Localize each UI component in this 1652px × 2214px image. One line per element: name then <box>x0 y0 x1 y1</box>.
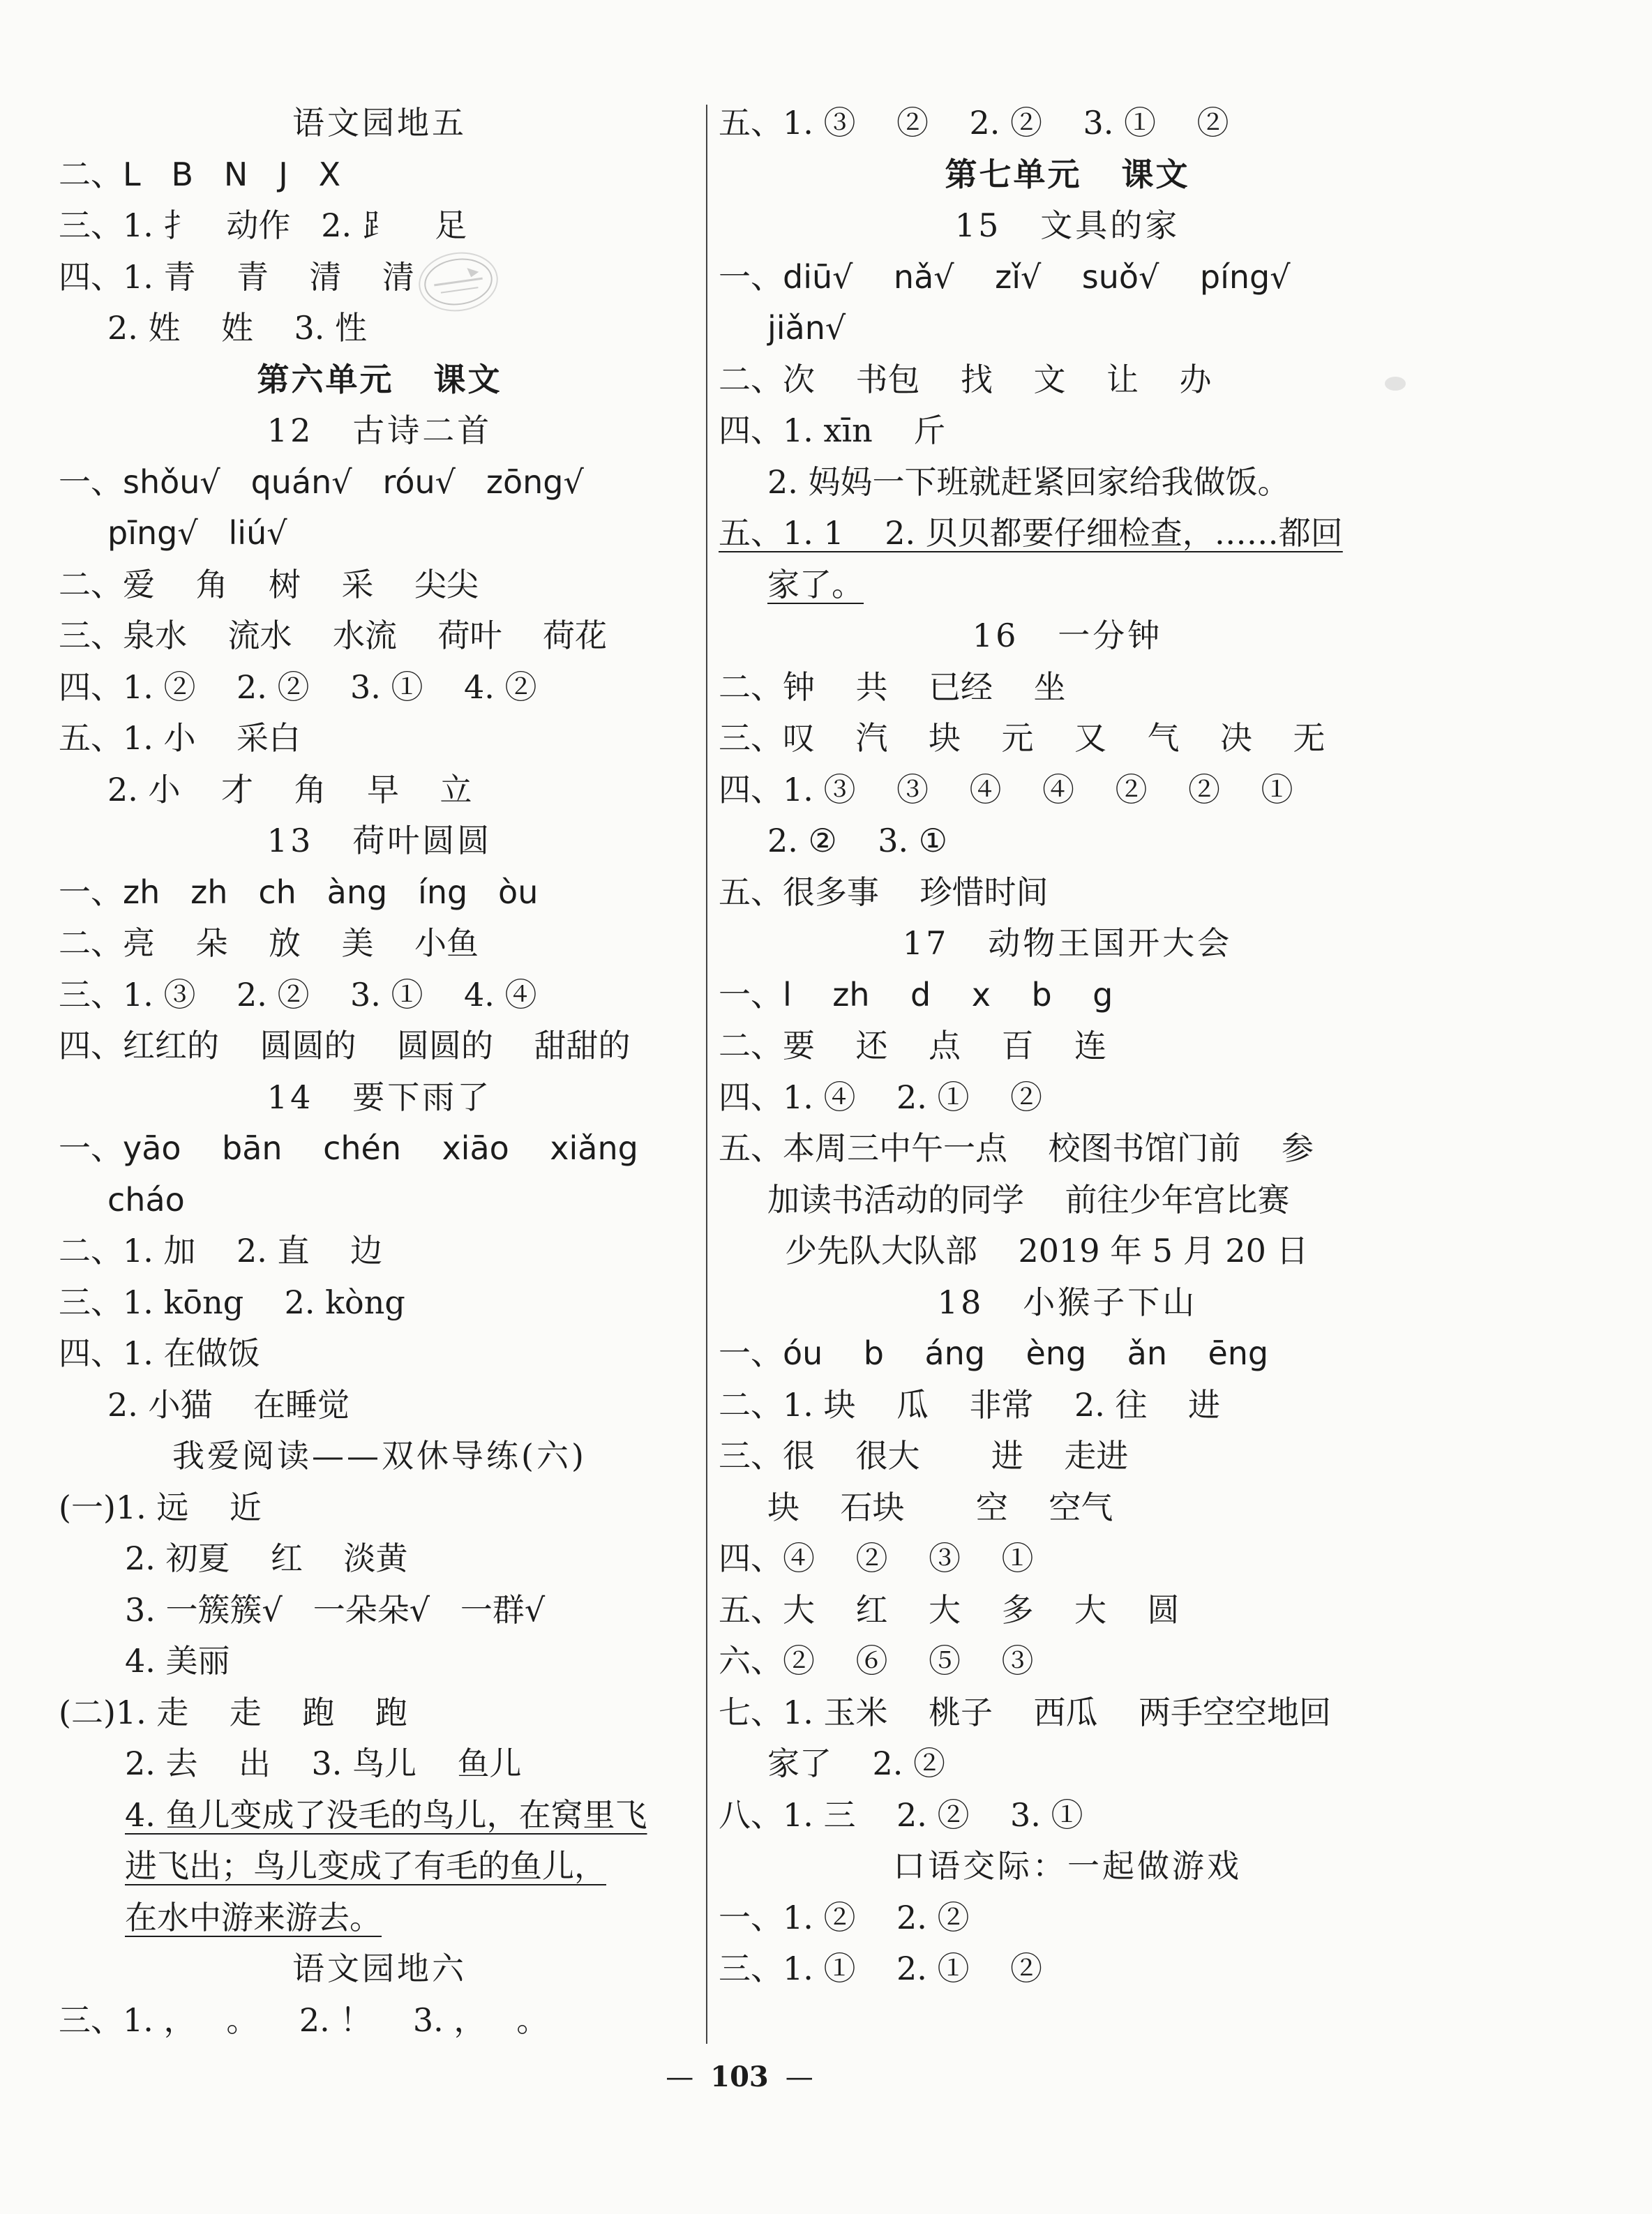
right-line-text: 三、很 很大 进 走进 <box>719 1437 1129 1475</box>
page-dash-right: — <box>785 2061 813 2093</box>
left-line <box>59 1892 700 1944</box>
left-line <box>59 252 700 303</box>
right-line-text: 一、l zh d x b g <box>719 975 1113 1014</box>
right-line <box>719 1533 1416 1585</box>
left-line-text: 一、shǒu√ quán√ róu√ zōng√ <box>59 462 584 501</box>
left-line <box>59 1533 700 1585</box>
right-line <box>719 918 1416 970</box>
right-line <box>719 713 1416 765</box>
smudge-mark <box>1385 377 1406 391</box>
left-line-text: 13 荷叶圆圆 <box>266 822 493 859</box>
right-line <box>719 252 1416 303</box>
left-line <box>59 559 700 611</box>
left-line <box>59 1482 700 1534</box>
left-line <box>59 1585 700 1636</box>
left-column <box>59 98 700 2046</box>
right-line <box>719 508 1416 559</box>
left-line <box>59 1738 700 1790</box>
left-line <box>59 149 700 201</box>
left-line-text: 三、1. ③ 2. ② 3. ① 4. ④ <box>59 975 537 1014</box>
left-line-text: 三、1. 扌 动作 2. ⻊ 足 <box>59 206 467 244</box>
left-line <box>59 1175 700 1226</box>
left-line <box>59 1021 700 1072</box>
right-line <box>719 1482 1416 1534</box>
column-divider <box>706 105 707 2044</box>
left-line-text: 四、1. 在做饭 <box>59 1334 260 1372</box>
left-line-text: 语文园地五 <box>292 104 467 142</box>
right-line <box>719 1892 1416 1944</box>
right-line-text: 六、② ⑥ ⑤ ③ <box>719 1642 1034 1680</box>
left-line <box>59 1636 700 1687</box>
left-line <box>59 713 700 765</box>
right-line-text: 家了。 <box>767 565 864 603</box>
right-line <box>719 98 1416 149</box>
right-line-text: 八、1. 三 2. ② 3. ① <box>719 1795 1083 1834</box>
left-line-text: 2. 小猫 在睡觉 <box>107 1385 350 1424</box>
left-line <box>59 1226 700 1277</box>
left-line <box>59 815 700 867</box>
left-line <box>59 354 700 406</box>
left-line-text: pīng√ liú√ <box>107 514 287 552</box>
left-line-text: 二、L B N J X <box>59 155 341 193</box>
left-line-text: 我爱阅读——双休导练(六) <box>172 1437 587 1475</box>
right-line <box>719 765 1416 816</box>
right-line-text: 二、1. 块 瓜 非常 2. 往 进 <box>719 1385 1220 1424</box>
left-line <box>59 1277 700 1329</box>
right-line <box>719 1738 1416 1790</box>
left-line-text: 4. 鱼儿变成了没毛的鸟儿，在窝里飞 <box>125 1795 647 1834</box>
right-line <box>719 1328 1416 1380</box>
left-line-text: 语文园地六 <box>292 1950 467 1987</box>
right-line-text: 口语交际：一起做游戏 <box>893 1847 1242 1885</box>
left-line-text: 2. 小 才 角 早 立 <box>107 770 472 808</box>
left-line-text: (二)1. 走 走 跑 跑 <box>59 1693 407 1731</box>
right-line-text: 五、1. ③ ② 2. ② 3. ① ② <box>719 104 1229 142</box>
right-line-text: 一、diū√ nǎ√ zǐ√ suǒ√ píng√ <box>719 257 1291 296</box>
right-line <box>719 1123 1416 1175</box>
left-line <box>59 1431 700 1482</box>
left-line-text: cháo <box>107 1180 185 1219</box>
right-line <box>719 1841 1416 1892</box>
right-line-text: 2. 妈妈一下班就赶紧回家给我做饭。 <box>767 462 1290 501</box>
page-number <box>0 2056 1479 2098</box>
left-line-text: 四、红红的 圆圆的 圆圆的 甜甜的 <box>59 1027 631 1064</box>
left-line <box>59 457 700 509</box>
right-line-text: 二、钟 共 已经 坐 <box>719 668 1066 706</box>
right-line-text: 17 动物王国开大会 <box>902 924 1233 962</box>
left-line <box>59 303 700 354</box>
right-line <box>719 1021 1416 1072</box>
right-line <box>719 200 1416 252</box>
page-number-text: 103 <box>710 2061 769 2093</box>
right-line-text: 加读书活动的同学 前往少年宫比赛 <box>767 1180 1290 1219</box>
left-line <box>59 1072 700 1124</box>
left-line-text: 二、亮 朵 放 美 小鱼 <box>59 924 479 962</box>
right-line <box>719 815 1416 867</box>
right-line <box>719 149 1416 201</box>
left-line-text: 一、yāo bān chén xiāo xiǎng <box>59 1129 638 1167</box>
right-line <box>719 1431 1416 1482</box>
right-line <box>719 354 1416 406</box>
left-line <box>59 1995 700 2047</box>
right-line <box>719 303 1416 354</box>
right-line <box>719 610 1416 662</box>
right-line-text: 七、1. 玉米 桃子 西瓜 两手空空地回 <box>719 1693 1331 1731</box>
right-line <box>719 1226 1416 1277</box>
left-line <box>59 200 700 252</box>
left-line-text: 四、1. ② 2. ② 3. ① 4. ② <box>59 668 537 706</box>
left-line <box>59 918 700 970</box>
right-line-text: 16 一分钟 <box>972 617 1163 654</box>
left-line-text: 二、爱 角 树 采 尖尖 <box>59 565 479 603</box>
right-line <box>719 1277 1416 1329</box>
right-line <box>719 1790 1416 1842</box>
left-line <box>59 1380 700 1431</box>
right-line-text: 三、叹 汽 块 元 又 气 决 无 <box>719 719 1326 757</box>
left-line-text: 2. 初夏 红 淡黄 <box>125 1539 408 1577</box>
right-line <box>719 1636 1416 1687</box>
right-line <box>719 1687 1416 1739</box>
right-line-text: 五、很多事 珍惜时间 <box>719 873 1049 911</box>
left-line <box>59 405 700 457</box>
right-line <box>719 867 1416 919</box>
left-line <box>59 1687 700 1739</box>
left-line-text: 五、1. 小 采白 <box>59 719 301 757</box>
left-line <box>59 610 700 662</box>
right-line-text: 家了 2. ② <box>767 1745 945 1782</box>
left-line-text: 4. 美丽 <box>125 1642 230 1680</box>
right-line-text: 四、1. ③ ③ ④ ④ ② ② ① <box>719 770 1293 808</box>
left-line <box>59 1790 700 1842</box>
left-line-text: 14 要下雨了 <box>266 1078 493 1116</box>
right-line-text: 18 小猴子下山 <box>937 1283 1198 1321</box>
left-line-text: 12 古诗二首 <box>266 412 493 449</box>
right-line <box>719 559 1416 611</box>
left-line-text: 2. 姓 姓 3. 性 <box>107 309 367 347</box>
right-line-text: 一、1. ② 2. ② <box>719 1898 970 1936</box>
right-line-text: 2. ② 3. ① <box>767 822 947 859</box>
right-line-text: 二、次 书包 找 文 让 办 <box>719 360 1212 398</box>
left-line-text: 三、1. kōng 2. kòng <box>59 1283 405 1321</box>
right-line-text: 五、大 红 大 多 大 圆 <box>719 1590 1180 1629</box>
right-line <box>719 1072 1416 1124</box>
left-line <box>59 970 700 1021</box>
right-column <box>719 98 1416 1995</box>
right-line-text: jiǎn√ <box>767 309 846 347</box>
left-line-text: 进飞出；鸟儿变成了有毛的鱼儿， <box>125 1847 606 1885</box>
left-line <box>59 1943 700 1995</box>
left-line <box>59 1328 700 1380</box>
left-line-text: 二、1. 加 2. 直 边 <box>59 1232 382 1270</box>
right-line <box>719 457 1416 509</box>
left-line <box>59 1841 700 1892</box>
left-line-text: 一、zh zh ch àng íng òu <box>59 873 539 911</box>
right-line-text: 五、本周三中午一点 校图书馆门前 参 <box>719 1129 1314 1167</box>
right-line-text: 块 石块 空 空气 <box>767 1488 1113 1526</box>
left-line <box>59 508 700 559</box>
left-line-text: 四、1. 青 青 清 清 <box>59 257 414 296</box>
left-line <box>59 98 700 149</box>
right-line-text: 三、1. ① 2. ① ② <box>719 1950 1042 1987</box>
right-line <box>719 1585 1416 1636</box>
left-line <box>59 662 700 714</box>
right-line-text: 第七单元 课文 <box>945 155 1190 193</box>
right-line <box>719 970 1416 1021</box>
left-line-text: 3. 一簇簇√ 一朵朵√ 一群√ <box>125 1590 546 1629</box>
right-line-text: 五、1. 1 2. 贝贝都要仔细检查，……都回 <box>719 514 1343 552</box>
right-line-text: 少先队大队部 2019 年 5 月 20 日 <box>785 1232 1309 1270</box>
left-line-text: 三、泉水 流水 水流 荷叶 荷花 <box>59 617 607 654</box>
left-line-text: 三、1. ， 。 2. ！ 3. ， 。 <box>59 2001 549 2039</box>
right-line-text: 四、1. ④ 2. ① ② <box>719 1078 1042 1116</box>
right-line-text: 15 文具的家 <box>954 206 1180 244</box>
left-line-text: 2. 去 出 3. 鸟儿 鱼儿 <box>125 1745 522 1782</box>
right-line-text: 二、要 还 点 百 连 <box>719 1027 1106 1064</box>
left-line-text: 在水中游来游去。 <box>125 1898 382 1936</box>
left-line-text: (一)1. 远 近 <box>59 1488 262 1526</box>
left-line <box>59 765 700 816</box>
right-line-text: 四、④ ② ③ ① <box>719 1539 1034 1577</box>
left-line-text: 第六单元 课文 <box>257 360 502 398</box>
right-line-text: 一、óu b áng èng ǎn ēng <box>719 1334 1269 1372</box>
right-line-text: 四、1. xīn 斤 <box>719 412 946 449</box>
right-line <box>719 1943 1416 1995</box>
right-line <box>719 1175 1416 1226</box>
page-dash-left: — <box>666 2061 694 2093</box>
right-line <box>719 1380 1416 1431</box>
left-line <box>59 867 700 919</box>
left-line <box>59 1123 700 1175</box>
right-line <box>719 405 1416 457</box>
right-line <box>719 662 1416 714</box>
